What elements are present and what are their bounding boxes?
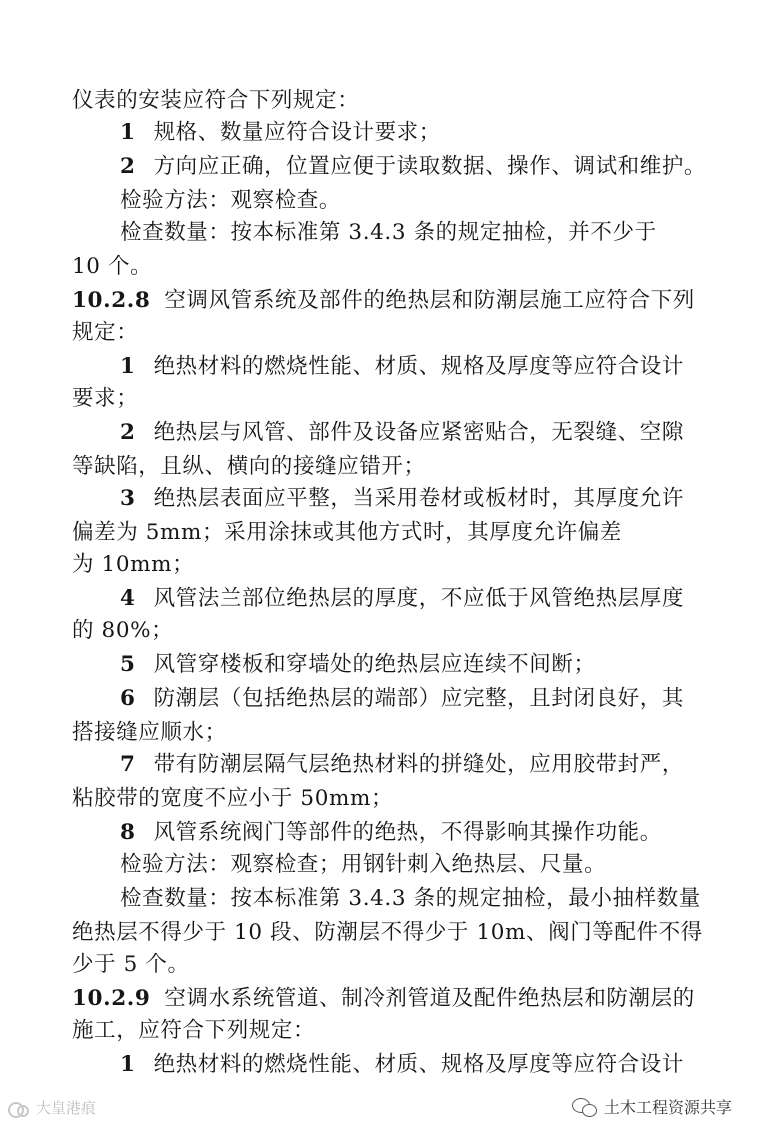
line-text: 空调风管系统及部件的绝热层和防潮层施工应符合下列 bbox=[164, 288, 695, 313]
line-text: 检查数量：按本标准第 3.4.3 条的规定抽检，最小抽样数量 bbox=[120, 886, 701, 911]
line-text: 风管穿楼板和穿墙处的绝热层应连续不间断； bbox=[153, 652, 596, 677]
watermark-left-text: 大皇港痕 bbox=[36, 1099, 97, 1117]
line-text: 绝热层与风管、部件及设备应紧密贴合，无裂缝、空隙 bbox=[153, 420, 684, 445]
item-number: 5 bbox=[120, 652, 136, 677]
line-text: 少于 5 个。 bbox=[72, 952, 190, 977]
line-text: 10 个。 bbox=[72, 254, 153, 279]
text-line bbox=[72, 384, 138, 414]
line-text: 方向应正确，位置应便于读取数据、操作、调试和维护。 bbox=[153, 154, 707, 179]
item-number: 6 bbox=[120, 686, 136, 711]
line-text: 空调水系统管道、制冷剂管道及配件绝热层和防潮层的 bbox=[164, 986, 695, 1011]
text-line bbox=[72, 286, 695, 316]
text-line bbox=[120, 118, 441, 148]
line-text: 要求； bbox=[72, 386, 139, 411]
text-line bbox=[120, 684, 684, 714]
bottom-left-watermark bbox=[8, 1097, 96, 1118]
wechat-account-name: 土木工程资源共享 bbox=[604, 1098, 733, 1117]
clause-number: 10.2.8 bbox=[72, 288, 151, 313]
item-number: 1 bbox=[120, 120, 136, 145]
text-line bbox=[120, 484, 684, 514]
item-number: 1 bbox=[120, 1052, 136, 1077]
line-text: 绝热层不得少于 10 段、防潮层不得少于 10m、阀门等配件不得 bbox=[72, 920, 703, 945]
line-text: 的 80%； bbox=[72, 618, 174, 643]
line-text: 规定： bbox=[72, 320, 139, 345]
text-line bbox=[72, 984, 695, 1014]
text-line bbox=[120, 584, 684, 614]
line-text: 等缺陷，且纵、横向的接缝应错开； bbox=[72, 454, 426, 479]
text-line bbox=[72, 452, 426, 482]
text-line bbox=[72, 784, 393, 814]
item-number: 1 bbox=[120, 354, 136, 379]
text-line bbox=[72, 252, 152, 282]
item-number: 3 bbox=[120, 486, 136, 511]
item-number: 8 bbox=[120, 820, 136, 845]
text-line bbox=[72, 616, 173, 646]
line-text: 粘胶带的宽度不应小于 50mm； bbox=[72, 786, 394, 811]
text-line bbox=[120, 750, 684, 780]
wechat-icon bbox=[572, 1097, 598, 1117]
text-line bbox=[72, 918, 703, 948]
text-line bbox=[120, 186, 341, 216]
text-line bbox=[120, 218, 657, 248]
text-line bbox=[72, 718, 227, 748]
line-text: 偏差为 5mm；采用涂抹或其他方式时，其厚度允许偏差 bbox=[72, 520, 622, 545]
item-number: 4 bbox=[120, 586, 136, 611]
text-line bbox=[72, 950, 190, 980]
line-text: 防潮层（包括绝热层的端部）应完整，且封闭良好，其 bbox=[153, 686, 684, 711]
watermark-logo-icon bbox=[8, 1100, 30, 1116]
text-line bbox=[72, 1016, 315, 1046]
item-number: 7 bbox=[120, 752, 136, 777]
clause-number: 10.2.9 bbox=[72, 986, 151, 1011]
text-line bbox=[120, 152, 706, 182]
item-number: 2 bbox=[120, 154, 136, 179]
text-line bbox=[120, 650, 596, 680]
line-text: 风管法兰部位绝热层的厚度，不应低于风管绝热层厚度 bbox=[153, 586, 684, 611]
line-text: 绝热材料的燃烧性能、材质、规格及厚度等应符合设计 bbox=[153, 354, 684, 379]
text-line bbox=[72, 550, 194, 580]
line-text: 搭接缝应顺水； bbox=[72, 720, 227, 745]
wechat-account-watermark bbox=[568, 1093, 736, 1120]
line-text: 规格、数量应符合设计要求； bbox=[153, 120, 441, 145]
line-text: 仪表的安装应符合下列规定： bbox=[72, 88, 360, 113]
text-line bbox=[72, 518, 622, 548]
line-text: 绝热材料的燃烧性能、材质、规格及厚度等应符合设计 bbox=[153, 1052, 684, 1077]
line-text: 风管系统阀门等部件的绝热，不得影响其操作功能。 bbox=[153, 820, 662, 845]
item-number: 2 bbox=[120, 420, 136, 445]
text-line bbox=[120, 352, 684, 382]
text-line bbox=[72, 86, 359, 116]
line-text: 施工，应符合下列规定： bbox=[72, 1018, 316, 1043]
text-line bbox=[120, 418, 684, 448]
text-line bbox=[120, 818, 662, 848]
line-text: 为 10mm； bbox=[72, 552, 195, 577]
line-text: 检验方法：观察检查；用钢针刺入绝热层、尺量。 bbox=[120, 852, 607, 877]
text-line bbox=[120, 1050, 684, 1080]
line-text: 绝热层表面应平整，当采用卷材或板材时，其厚度允许 bbox=[153, 486, 684, 511]
line-text: 检验方法：观察检查。 bbox=[120, 188, 342, 213]
text-line bbox=[120, 884, 701, 914]
text-line bbox=[72, 318, 138, 348]
text-line bbox=[120, 850, 606, 880]
line-text: 带有防潮层隔气层绝热材料的拼缝处，应用胶带封严， bbox=[153, 752, 684, 777]
line-text: 检查数量：按本标准第 3.4.3 条的规定抽检，并不少于 bbox=[120, 220, 657, 245]
